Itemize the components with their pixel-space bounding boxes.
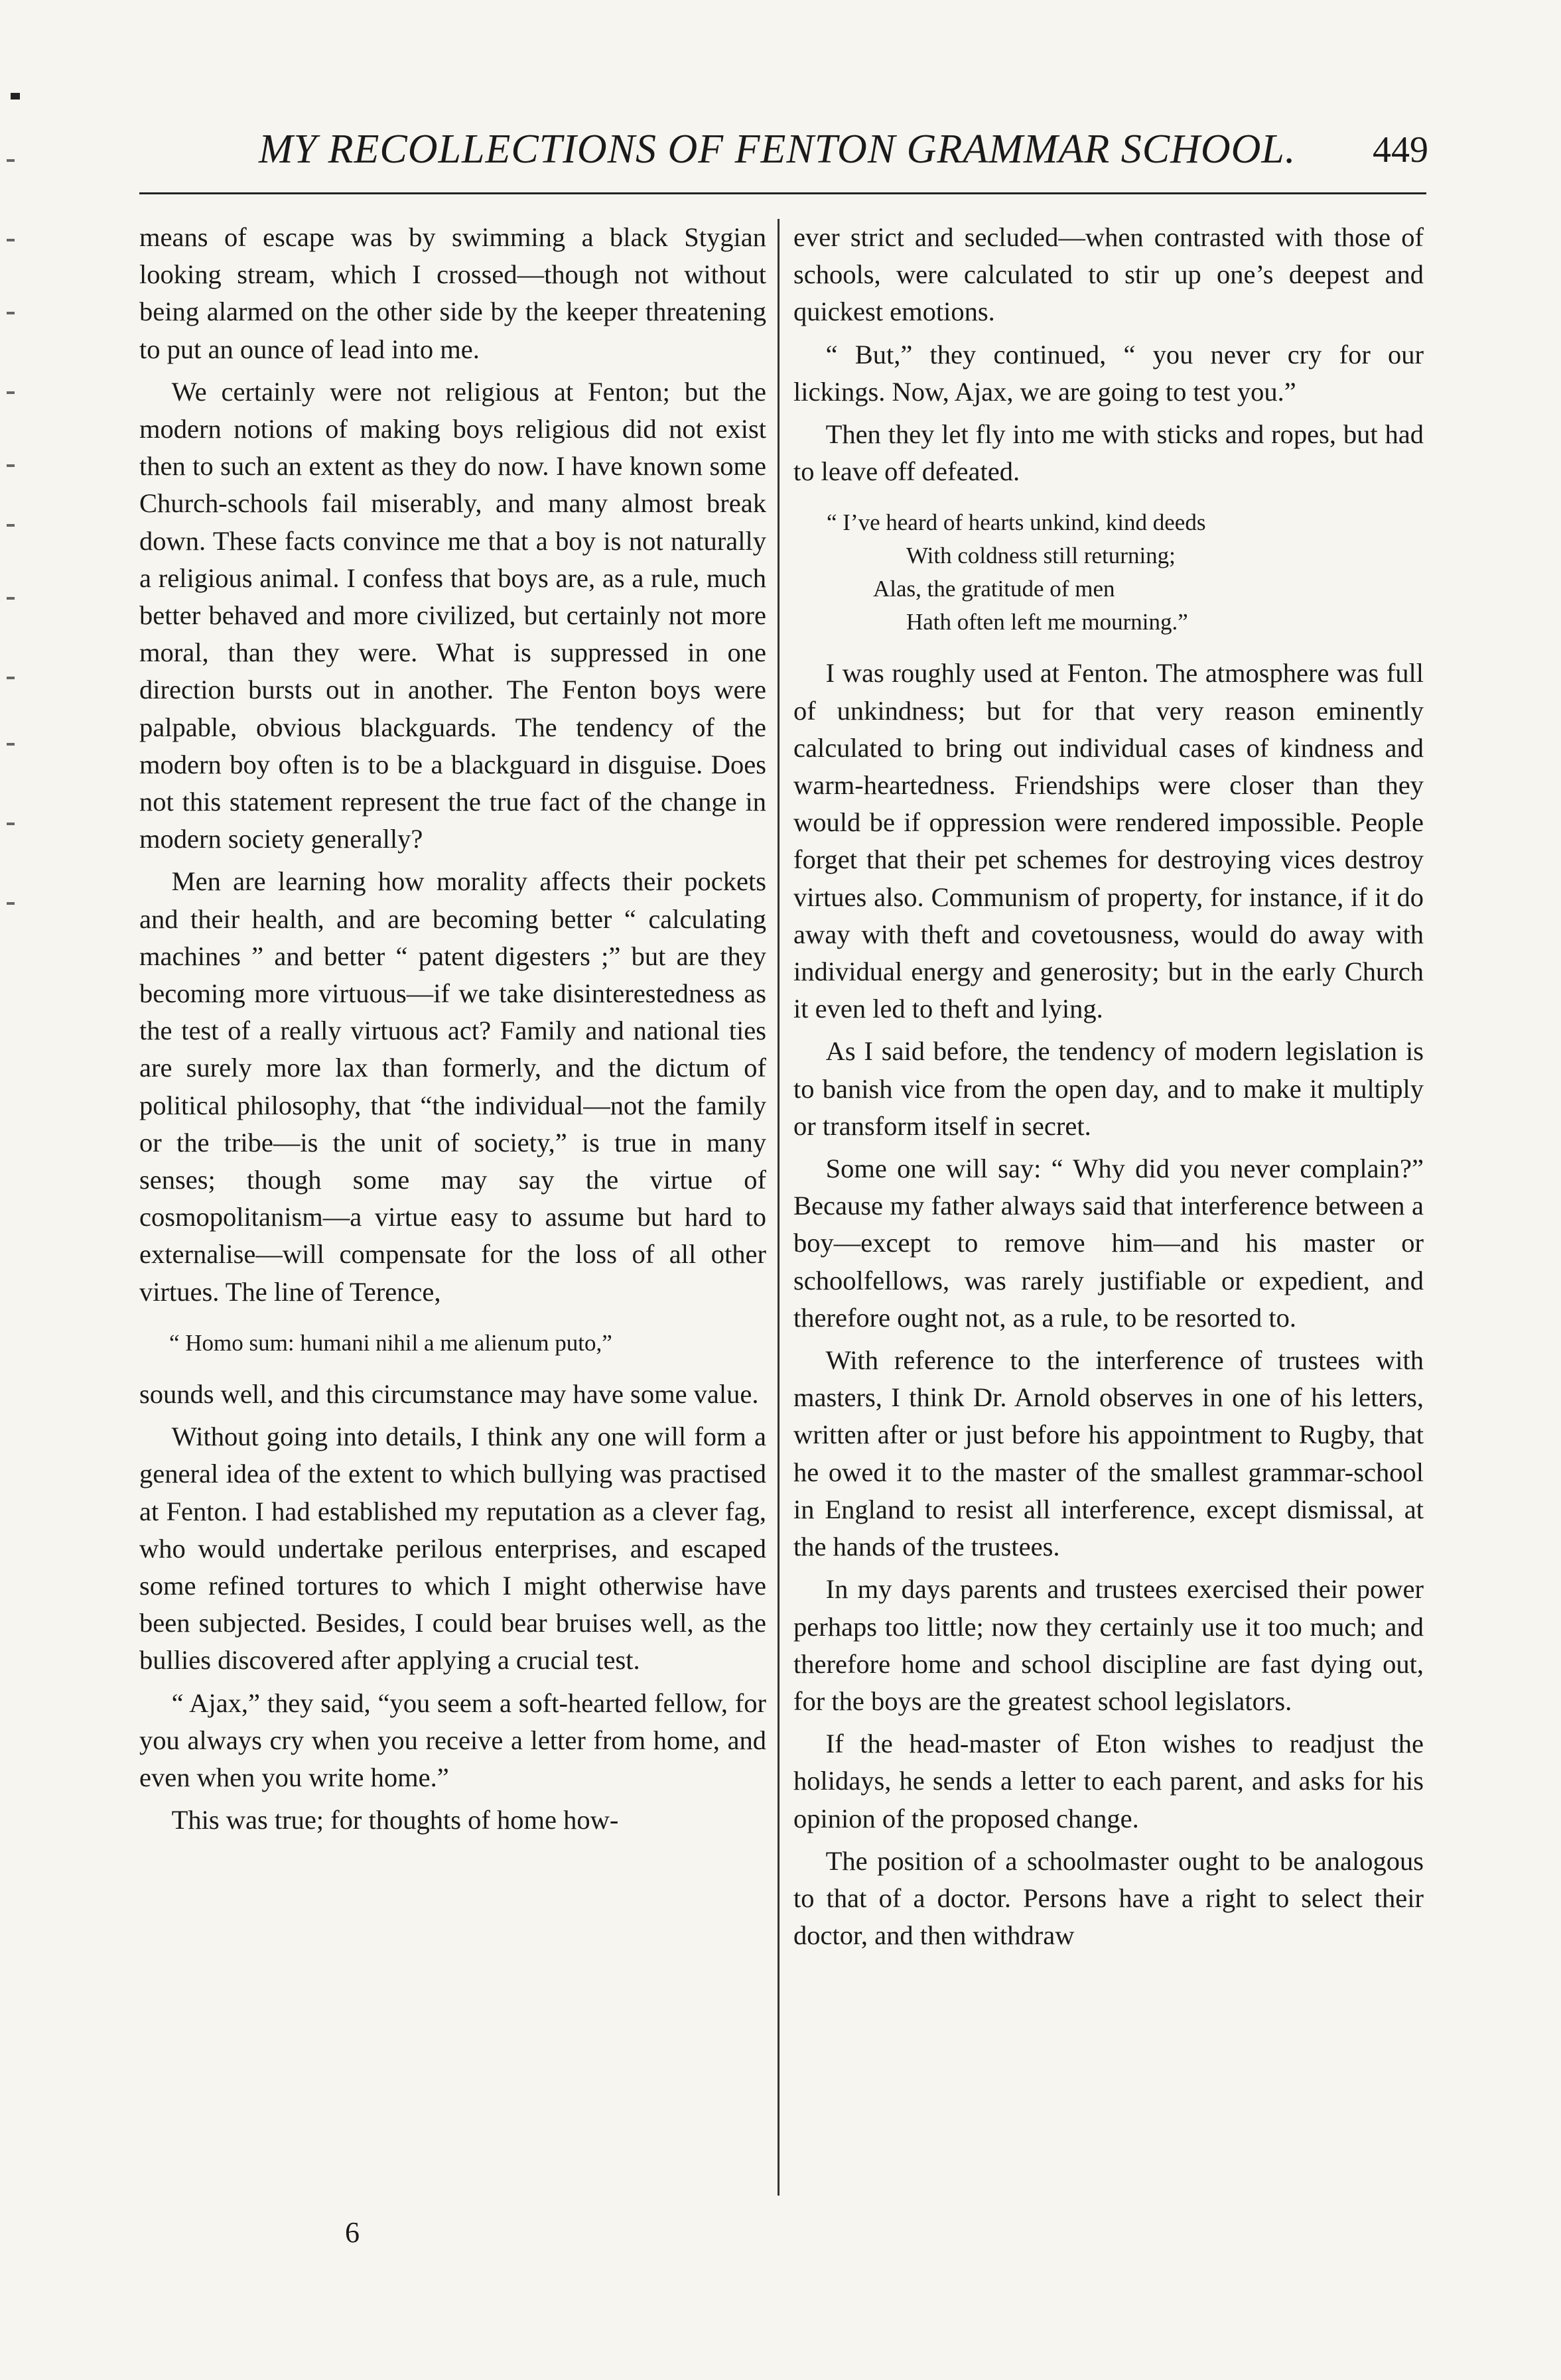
poem-line: “ I’ve heard of hearts unkind, kind deeds — [827, 509, 1206, 536]
quote-line: “ Homo sum: humani nihil a me alienum puto,” — [169, 1329, 612, 1356]
paragraph: As I said before, the tendency of modern legislation is to banish vice from the open day, and to make it multiply or transform itself in secret. — [793, 1036, 1424, 1141]
poem-line: With coldness still returning; — [906, 543, 1176, 569]
paragraph: Without going into details, I think any one will form a general idea of the extent to which bullying was practised at Fenton. I had established my reputation as a clever fag, who would undertake perilous enterprises, and escaped some refined tortures to which I might otherwise have been subjected. Besides, I could bear bruises well, as the bullies discovered after applying a crucial test. — [139, 1421, 766, 1676]
paragraph: ever strict and secluded—when contrasted with those of schools, were calculated to stir up one’s deepest and quickest emotions. — [793, 222, 1424, 327]
right-column — [793, 219, 1424, 1954]
paragraph: This was true; for thoughts of home how- — [171, 1805, 619, 1835]
paragraph: sounds well, and this circumstance may have some value. — [139, 1378, 759, 1409]
paragraph: “ Ajax,” they said, “you seem a soft-hearted fellow, for you always cry when you receive a letter from home, and even when you write home.” — [139, 1687, 766, 1792]
signature-mark: 6 — [345, 2216, 360, 2249]
paragraph: With reference to the interference of trustees with masters, I think Dr. Arnold observes in one of his letters, written after or just before his appointment to Rugby, that he owed it to the master of the smallest grammar-school in England to resist all interference, except dismissal, at the hands of the trustees. — [793, 1345, 1424, 1562]
column-divider — [778, 219, 780, 2196]
margin-marks — [7, 93, 33, 955]
paragraph: Some one will say: “ Why did you never complain?” Because my father always said that interference between a boy—except to remove him—and his master or schoolfellows, was rarely justifiable or expedient, and therefore ought not, as a rule, to be resorted to. — [793, 1154, 1424, 1333]
page-header — [133, 126, 1428, 179]
left-column — [139, 219, 766, 1839]
poem-line: Hath often left me mourning.” — [906, 609, 1188, 635]
paragraph: means of escape was by swimming a black Stygian looking stream, which I crossed—though not without being alarmed on the other side by the keeper threatening to put an ounce of lead into me. — [139, 222, 766, 364]
paragraph: The position of a schoolmaster ought to be analogous to that of a doctor. Persons have a right to select their doctor, and then withdraw — [793, 1845, 1424, 1951]
paragraph: If the head-master of Eton wishes to readjust the holidays, he sends a letter to each parent, and asks for his opinion of the proposed change. — [793, 1729, 1424, 1833]
paragraph: I was roughly used at Fenton. The atmosphere was full of unkindness; but for that very reason eminently calculated to bring out individual cases of kindness and warm-heartedness. Friendships were closer than they would be if oppression were rendered impossible. People forget that their pet schemes for destroying vices destroy virtues also. Communism of property, for instance, if it do away with theft and covetousness, would do away with individual energy and generosity; but in the early Church it even led to theft and lying. — [793, 658, 1424, 1024]
paragraph: Men are learning how morality affects their pockets and their health, and are becoming better “ calculating machines ” and better “ patent digesters ;” but are they becoming more virtuous—if we take disinterestedness as the test of a really virtuous act? Family and national ties are surely more lax than formerly, and the dictum of political philosophy, that “the individual—not the family or the tribe—is the unit of society,” is true in many senses; though some may say the virtue of cosmopolitanism—a virtue easy to assume but hard to externalise—will compensate for the loss of all other virtues. The line of Terence, — [139, 866, 766, 1307]
poem-line: Alas, the gratitude of men — [873, 576, 1115, 602]
header-rule — [139, 192, 1426, 194]
terence-quote — [139, 1327, 766, 1360]
page-number: 449 — [1373, 129, 1428, 170]
running-title: MY RECOLLECTIONS OF FENTON GRAMMAR SCHOOL. — [259, 127, 1296, 172]
poem-quote — [793, 506, 1424, 639]
paragraph: Then they let fly into me with sticks and ropes, but had to leave off defeated. — [793, 419, 1424, 487]
paragraph: We certainly were not religious at Fenton; but the modern notions of making boys religious did not exist then to such an extent as they do now. I have known some Church-schools fail miserably, and many almost break down. These facts convince me that a boy is not naturally a religious animal. I confess that boys are, as a rule, much better behaved and more civilized, but certainly not more moral, than they were. What is suppressed in one direction bursts out in another. The Fenton boys were palpable, obvious blackguards. The tendency of the modern boy often is to be a blackguard in disguise. Does not this statement represent the true fact of the change in modern society generally? — [139, 376, 766, 854]
paragraph: In my days parents and trustees exercised their power perhaps too little; now they certainly use it too much; and therefore home and school discipline are fast dying out, for the boys are the greatest school legislators. — [793, 1574, 1424, 1716]
paragraph: “ But,” they continued, “ you never cry for our lickings. Now, Ajax, we are going to test you.” — [793, 339, 1424, 407]
